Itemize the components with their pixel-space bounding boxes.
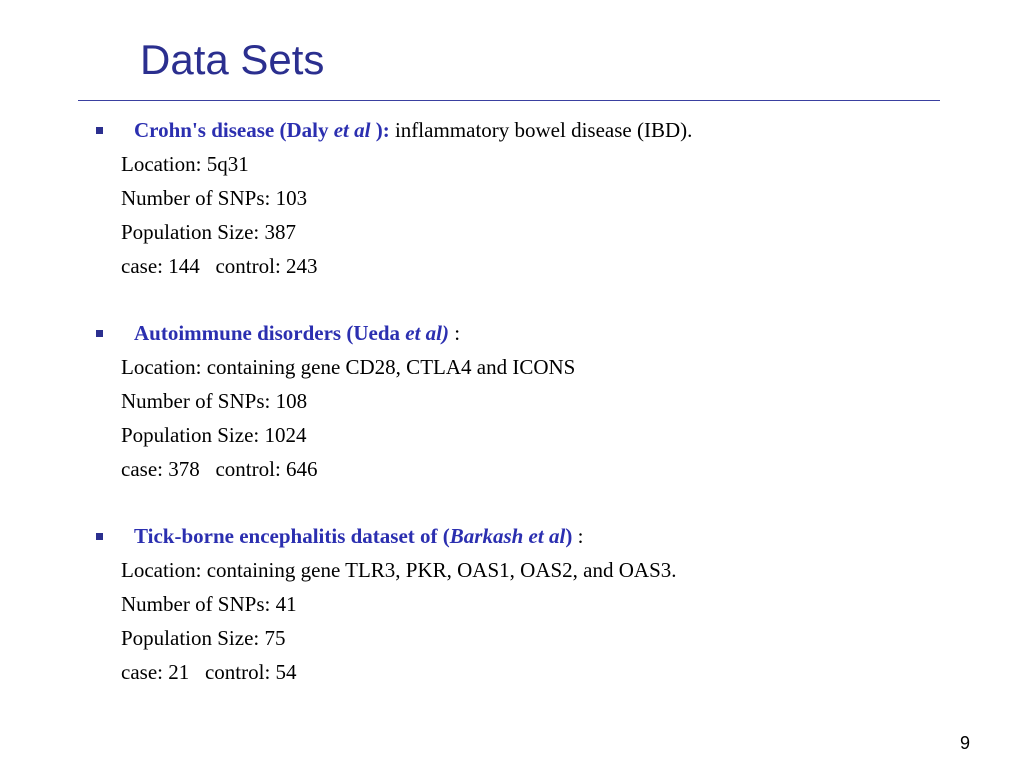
dataset-population-size: Population Size: 1024 <box>121 423 307 447</box>
square-bullet-icon <box>96 127 103 134</box>
square-bullet-icon <box>96 533 103 540</box>
dataset-heading-italic: et al <box>333 118 371 142</box>
dataset-heading-italic: Barkash et al <box>449 524 566 548</box>
dataset-heading-bold: Autoimmune disorders (Ueda <box>134 321 406 345</box>
dataset-snp-count: Number of SNPs: 108 <box>121 389 308 413</box>
dataset-location: Location: 5q31 <box>121 152 249 176</box>
dataset-case-control: case: 144 control: 243 <box>121 254 318 278</box>
dataset-heading-description: : <box>448 321 461 345</box>
dataset-case-control: case: 378 control: 646 <box>121 457 318 481</box>
dataset-population-size: Population Size: 75 <box>121 626 286 650</box>
dataset-snp-count: Number of SNPs: 41 <box>121 592 297 616</box>
dataset-heading-autoimmune <box>134 320 460 346</box>
dataset-heading-description: inflammatory bowel disease (IBD). <box>389 118 693 142</box>
dataset-heading-bold: Crohn's disease (Daly <box>134 118 334 142</box>
square-bullet-icon <box>96 330 103 337</box>
dataset-heading-close: ): <box>370 118 390 142</box>
dataset-heading-description: : <box>572 524 584 548</box>
dataset-heading-tick-borne <box>134 523 583 549</box>
dataset-heading-crohns <box>134 117 692 143</box>
dataset-heading-close: ) <box>565 524 573 548</box>
dataset-population-size: Population Size: 387 <box>121 220 296 244</box>
dataset-snp-count: Number of SNPs: 103 <box>121 186 308 210</box>
dataset-heading-bold: Tick-borne encephalitis dataset of ( <box>134 524 450 548</box>
dataset-heading-italic: et al) <box>405 321 449 345</box>
page-number: 9 <box>959 733 970 753</box>
dataset-location: Location: containing gene TLR3, PKR, OAS1, OAS2, and OAS3. <box>121 558 677 582</box>
slide-title: Data Sets <box>140 36 325 83</box>
dataset-case-control: case: 21 control: 54 <box>121 660 297 684</box>
dataset-location: Location: containing gene CD28, CTLA4 and ICONS <box>121 355 576 379</box>
